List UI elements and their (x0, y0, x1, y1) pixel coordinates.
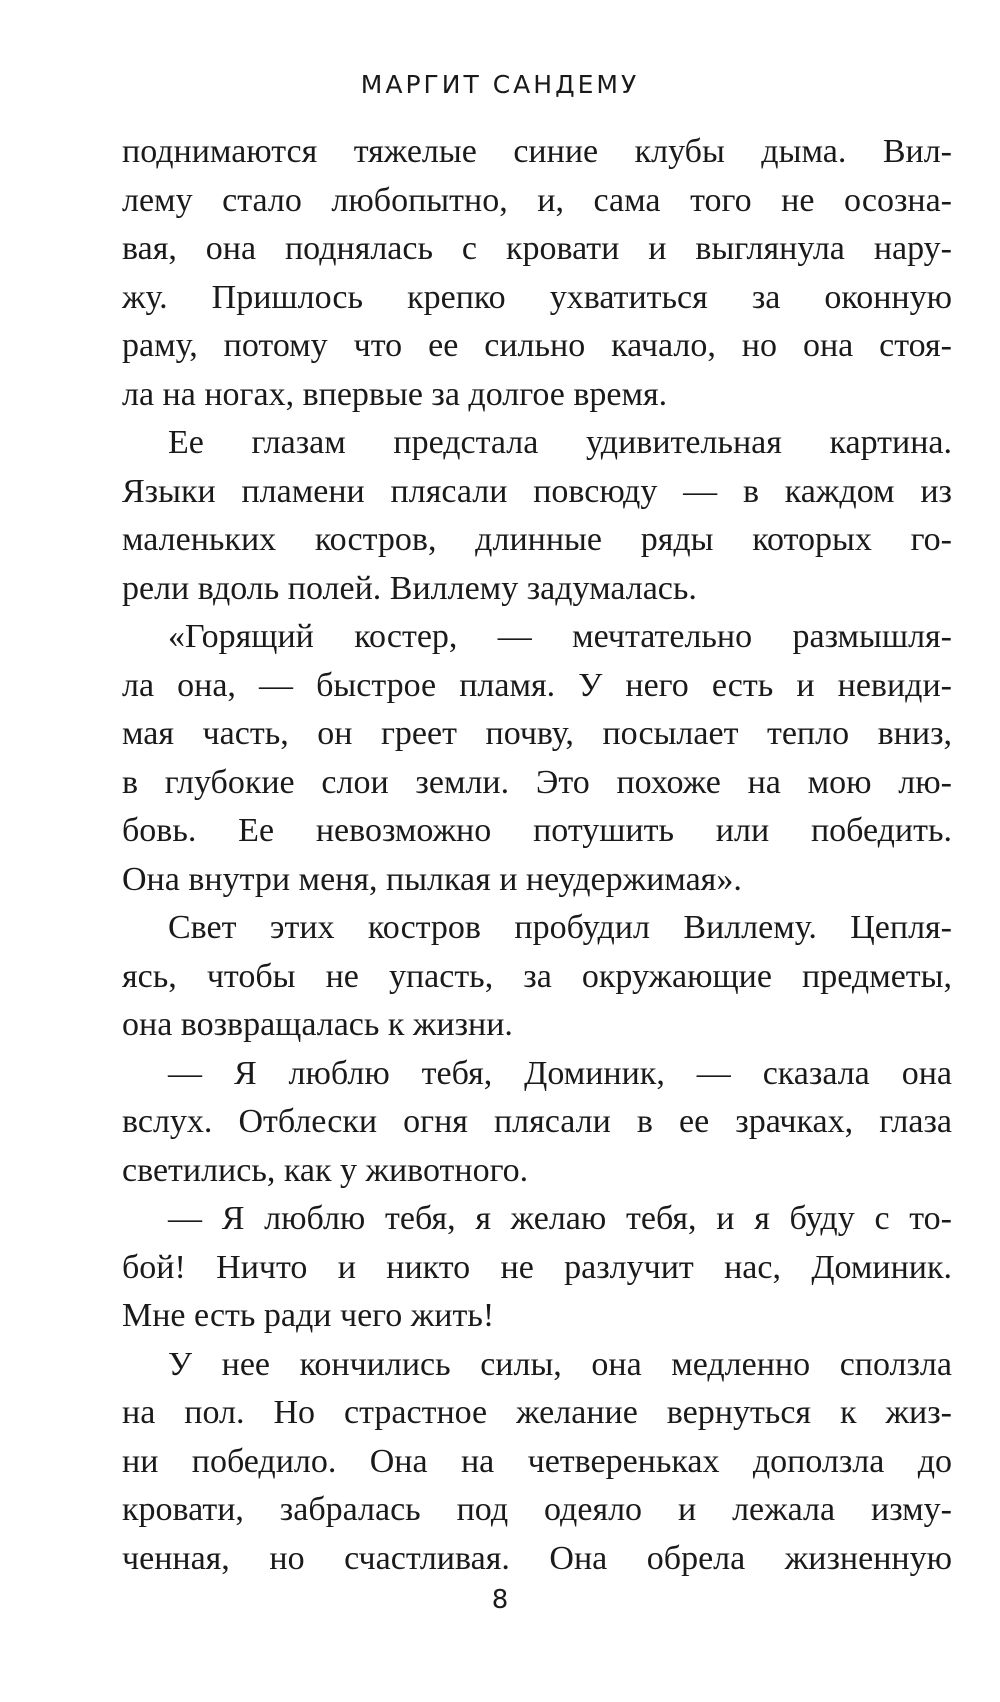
text-line: мая часть, он греет почву, посылает тепло вниз, (122, 715, 952, 752)
text-line: рели вдоль полей. Виллему задумалась. (122, 569, 697, 607)
text-line: ясь, чтобы не упасть, за окружающие предметы, (122, 957, 952, 995)
text-line: лему стало любопытно, и, сама того не осозна- (122, 181, 952, 219)
text-line: У нее кончились силы, она медленно сползла (168, 1345, 952, 1383)
text-line: она возвращалась к жизни. (122, 1006, 513, 1043)
text-line: Она внутри меня, пылкая и неудержимая». (122, 860, 742, 898)
text-line: ла на ногах, впервые за долгое время. (122, 375, 668, 413)
text-line: ла она, — быстрое пламя. У него есть и невиди- (122, 666, 952, 704)
text-line: — Я люблю тебя, Доминик, — сказала она (168, 1054, 952, 1092)
text-line: Языки пламени плясали повсюду — в каждом из (122, 472, 952, 510)
text-line: жу. Пришлось крепко ухватиться за оконную (122, 278, 952, 316)
text-line: раму, потому что ее сильно качало, но она стоя- (122, 327, 952, 364)
text-line: маленьких костров, длинные ряды которых го- (122, 521, 952, 558)
text-line: вслух. Отблески огня плясали в ее зрачках, глаза (122, 1103, 952, 1140)
text-line: кровати, забралась под одеяло и лежала изму- (122, 1491, 952, 1528)
text-line: «Горящий костер, — мечтательно размышля- (168, 618, 952, 655)
text-line: Мне есть ради чего жить! (122, 1297, 495, 1334)
text-line: — Я люблю тебя, я желаю тебя, и я буду с то- (168, 1200, 952, 1237)
text-line: бой! Ничто и никто не разлучит нас, Доминик. (122, 1248, 952, 1286)
text-line: светились, как у животного. (122, 1151, 529, 1189)
text-line: вая, она поднялась с кровати и выглянула нару- (122, 230, 952, 267)
text-line: Свет этих костров пробудил Виллему. Цепля- (168, 909, 952, 946)
text-line: бовь. Ее невозможно потушить или победить. (122, 812, 952, 849)
running-header-author: МАРГИТ САНДЕМУ (360, 70, 640, 99)
text-line: ни победило. Она на четвереньках доползла до (122, 1442, 952, 1480)
text-line: ченная, но счастливая. Она обрела жизненную (122, 1539, 952, 1577)
page-number: 8 (491, 1585, 509, 1615)
text-line: Ее глазам предстала удивительная картина. (168, 424, 952, 461)
text-line: в глубокие слои земли. Это похоже на мою лю- (122, 763, 952, 801)
body-text (122, 128, 952, 1583)
text-line: поднимаются тяжелые синие клубы дыма. Вил- (122, 133, 952, 170)
text-line: на пол. Но страстное желание вернуться к жиз- (122, 1394, 952, 1431)
